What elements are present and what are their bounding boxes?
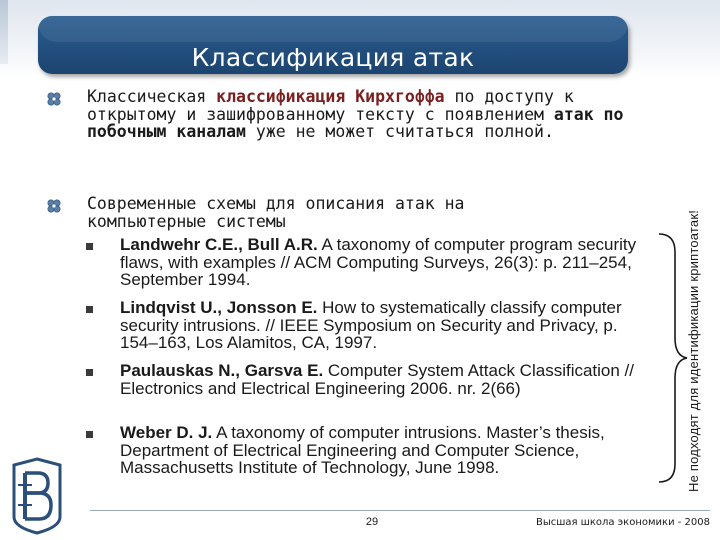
hse-logo-icon <box>8 455 66 535</box>
reference-item <box>120 236 660 289</box>
footer-divider <box>90 510 710 511</box>
square-bullet-icon <box>86 431 93 438</box>
bullet1-text-1: Классическая <box>87 87 217 106</box>
reference-item <box>120 362 660 397</box>
diamond-bullet-icon <box>46 91 62 107</box>
reference-item <box>120 299 660 352</box>
kirchhoff-highlight: классификация Кирхгоффа <box>216 87 445 106</box>
footer-organization: Высшая школа экономики - 2008 <box>535 517 710 528</box>
bullet1-text-2: по доступу к открытому и зашифрованному тексту с появлением <box>87 87 574 124</box>
square-bullet-icon <box>86 306 93 313</box>
reference-authors: Landwehr C.E., Bull A.R. <box>120 235 318 254</box>
reference-text: Computer System Attack Classification // Electronics and Electrical Engineering 2006. nr. 2(66) <box>120 361 635 398</box>
side-note: Не подходят для идентификации криптоатак! <box>686 209 701 492</box>
diamond-bullet-icon <box>46 198 62 214</box>
reference-text: How to systematically classify computer security intrusions. // IEEE Symposium on Security and Privacy, p. 154–163, Los Alamitos, CA, 1997. <box>120 298 622 352</box>
bullet1-text-3: уже не может считаться полной. <box>245 122 554 141</box>
reference-authors: Paulauskas N., Garsva E. <box>120 361 324 380</box>
curly-brace-icon <box>655 230 689 486</box>
reference-authors: Lindqvist U., Jonsson E. <box>120 298 318 317</box>
left-accent-strip <box>0 0 8 64</box>
bullet-modern-schemes: Современные схемы для описания атак на компьютерные системы <box>87 194 465 231</box>
reference-authors: Weber D. J. <box>120 423 213 442</box>
bullet-classic-classification <box>87 88 647 141</box>
square-bullet-icon <box>86 243 93 250</box>
reference-text: A taxonomy of computer intrusions. Master’s thesis, Department of Electrical Engineering and Computer Science, Massachusetts Institute of Technology, June 1998. <box>120 423 605 477</box>
reference-text: A taxonomy of computer program security flaws, with examples // ACM Computing Surveys, 26(3): p. 211–254, September 1994. <box>120 235 637 289</box>
title-banner <box>38 16 628 74</box>
side-channel-highlight: атак по побочным каналам <box>87 104 624 141</box>
reference-item <box>120 424 660 477</box>
page-title: Классификация атак <box>191 43 475 72</box>
page-number: 29 <box>365 516 379 528</box>
square-bullet-icon <box>86 369 93 376</box>
